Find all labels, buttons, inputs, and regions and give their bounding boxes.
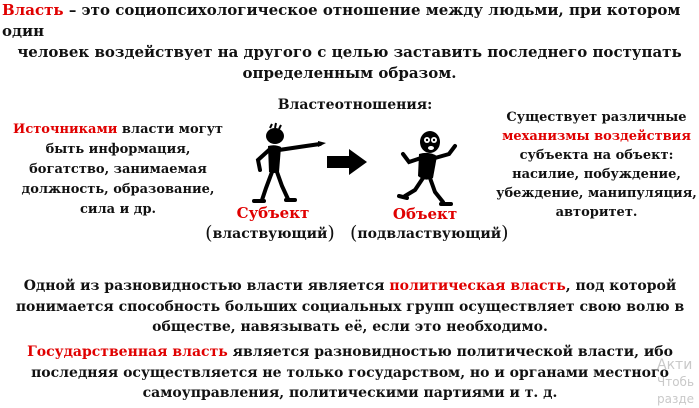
state-after: является разновидностью политической власти, ибо последняя осуществляется не только государством, но и органами местного самоуправления, политическими партиями и т. д.: [31, 344, 673, 401]
political-before: Одной из разновидностью власти является: [23, 278, 390, 294]
sources-text: [4, 120, 232, 220]
relations-title: Властеотношения:: [277, 97, 433, 113]
mechanisms-text: [494, 108, 699, 222]
subject-title: Субъект: [236, 204, 310, 222]
sources-highlight: Источниками: [13, 122, 118, 137]
definition-line-3: определенным образом.: [242, 64, 457, 82]
watermark-line-1: Акти: [657, 357, 693, 373]
watermark-line-3: разде: [657, 392, 695, 406]
scared-figure-icon: [385, 126, 465, 208]
political-highlight: политическая власть: [389, 278, 566, 294]
sources-rest: власти могут быть информация, богатство, занимаемая должность, образование, сила и др.: [21, 122, 223, 217]
subject-subtitle: (властвующий): [205, 222, 335, 244]
mechanisms-line-1: Существует различные: [506, 110, 687, 125]
watermark-line-2: Чтобь: [657, 375, 695, 389]
object-title: Объект: [392, 205, 458, 223]
object-subtitle: (подвластвующий): [350, 222, 509, 244]
state-power-paragraph: [6, 342, 694, 404]
state-highlight: Государственная власть: [27, 344, 228, 360]
right-arrow-icon: [325, 148, 369, 176]
definition-line-1-text: – это социопсихологическое отношение между людьми, при котором один: [2, 1, 681, 40]
definition-term: Власть: [2, 1, 64, 19]
political-after: , под которой понимается способность больших социальных групп осуществляет свою волю в обществе, навязывать её, если это необходимо.: [15, 278, 685, 335]
subject-subtitle-text: властвующий: [212, 226, 328, 242]
pointing-figure-icon: [248, 122, 328, 204]
object-subtitle-text: подвластвующий: [357, 226, 502, 242]
definition-paragraph: [0, 0, 699, 84]
definition-line-1: [0, 0, 699, 42]
mechanisms-rest: субъекта на объект: насилие, побуждение, убеждение, манипуляция, авторитет.: [496, 148, 697, 220]
definition-line-2: человек воздействует на другого с целью заставить последнего поступать: [17, 43, 682, 61]
activation-watermark: [657, 357, 694, 408]
political-power-paragraph: [6, 276, 694, 338]
mechanisms-highlight: механизмы воздействия: [502, 129, 691, 144]
